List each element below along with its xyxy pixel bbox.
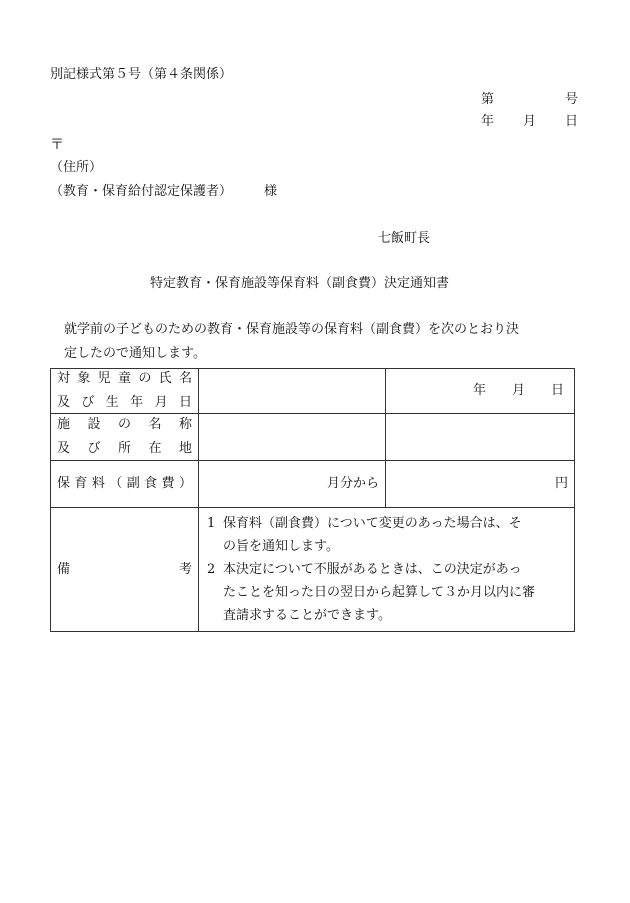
- sender-name: 七飯町長: [378, 231, 431, 246]
- facility-label-line-2: 及 び 所 在 地: [57, 441, 192, 456]
- facility-name-field[interactable]: [199, 414, 386, 461]
- document-title: 特定教育・保育施設等保育料（副食費）決定通知書: [150, 276, 450, 291]
- table-row-child: [51, 369, 575, 414]
- body-line-1: 就学前の子どものための教育・保育施設等の保育料（副食費）を次のとおり決: [64, 322, 520, 337]
- table-row-remarks: [51, 508, 575, 632]
- table-row-facility: [51, 414, 575, 461]
- form-reference: 別記様式第５号（第４条関係）: [50, 67, 233, 82]
- issue-date-month: 月: [523, 114, 537, 129]
- note-2: 2 本決定について不服があるときは、この決定があっ: [207, 562, 522, 577]
- child-name-birth-label: [51, 369, 199, 414]
- note-1: 1 保育料（副食費）について変更のあった場合は、そ: [207, 516, 522, 531]
- child-label-line-1: 対 象 児 童 の 氏 名: [57, 371, 192, 386]
- decision-table: [50, 368, 575, 632]
- recipient-honorific: 様: [264, 184, 278, 199]
- child-name-field[interactable]: [199, 369, 386, 414]
- table-row-fee: [51, 461, 575, 508]
- address-label: （住所）: [50, 160, 103, 175]
- facility-label-line-1: 施 設 の 名 称: [57, 417, 192, 432]
- document-number-suffix: 号: [565, 92, 579, 107]
- fee-month-field[interactable]: 月分から: [199, 461, 386, 508]
- issue-date-day: 日: [565, 114, 579, 129]
- body-line-2: 定したので通知します。: [64, 346, 206, 361]
- facility-name-address-label: [51, 414, 199, 461]
- child-label-line-2: 及 び 生 年 月 日: [57, 395, 192, 410]
- document-number-prefix: 第: [481, 92, 495, 107]
- fee-label: 保 育 料 （ 副 食 費 ）: [51, 461, 199, 508]
- recipient-label: （教育・保育給付認定保護者）: [50, 184, 233, 199]
- postal-mark-icon: 〒: [50, 137, 64, 153]
- remarks-label: 備 考: [51, 508, 199, 632]
- facility-address-field[interactable]: [386, 414, 575, 461]
- fee-amount-field[interactable]: 円: [386, 461, 575, 508]
- remarks-notes: 1 保育料（副食費）について変更のあった場合は、そ の旨を通知します。 2 本決定について不服があるときは、この決定があっ たことを知った日の翌日から起算して３か月以内に審 査請求することができます。: [199, 508, 575, 632]
- child-birth-date-field[interactable]: 年 月 日: [386, 369, 575, 414]
- issue-date-year: 年: [481, 114, 495, 129]
